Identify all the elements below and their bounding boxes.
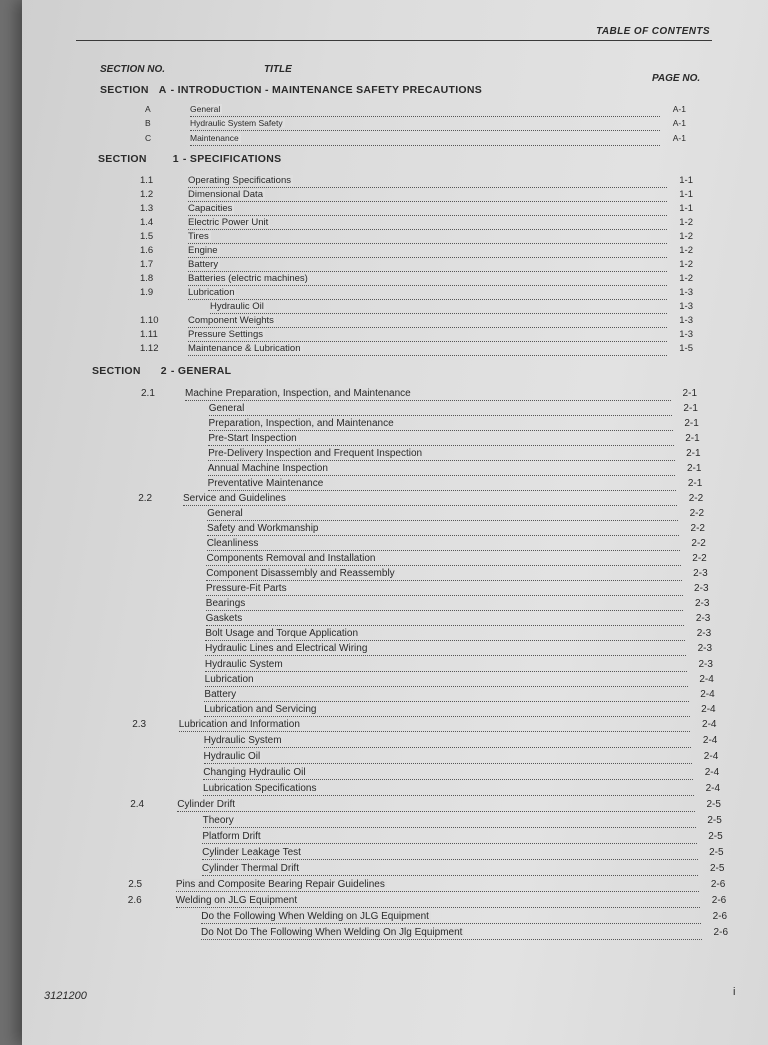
- toc-entry[interactable]: [0, 815, 768, 829]
- entry-title: General: [207, 508, 243, 519]
- dot-leader: [188, 231, 667, 244]
- entry-number: 1.2: [140, 189, 154, 200]
- entry-page: 2-2: [688, 493, 704, 504]
- entry-title: Service and Guidelines: [183, 493, 286, 504]
- dot-leader: [177, 799, 695, 812]
- toc-entry[interactable]: [0, 433, 768, 447]
- entry-title: Theory: [202, 815, 234, 826]
- toc-entry[interactable]: [0, 659, 768, 673]
- column-header-page-no: PAGE NO.: [652, 73, 701, 84]
- entry-page: 2-5: [706, 799, 721, 810]
- entry-title: Pressure-Fit Parts: [206, 583, 287, 594]
- entry-page: 2-6: [712, 911, 728, 922]
- dot-leader: [188, 287, 667, 300]
- toc-entry[interactable]: [0, 613, 768, 627]
- toc-entry[interactable]: [0, 448, 768, 462]
- toc-entry[interactable]: [0, 478, 768, 492]
- entry-title: Cylinder Drift: [177, 799, 236, 810]
- page-header-title: TABLE OF CONTENTS: [596, 26, 710, 37]
- page-number: i: [733, 986, 736, 998]
- entry-title: Battery: [204, 689, 237, 700]
- dot-leader: [204, 689, 688, 702]
- entry-title: Maintenance & Lubrication: [188, 343, 301, 354]
- entry-title: Hydraulic Oil: [203, 751, 261, 762]
- section-title: - GENERAL: [170, 365, 232, 377]
- section-label: SECTION: [100, 84, 149, 96]
- section-heading: [98, 153, 281, 165]
- toc-entry[interactable]: [0, 463, 768, 477]
- dot-leader: [188, 259, 667, 272]
- entry-title: Lubrication: [204, 674, 254, 685]
- dot-leader: [209, 403, 672, 416]
- toc-entry[interactable]: [0, 783, 768, 797]
- entry-page: 2-1: [684, 418, 699, 429]
- entry-title: Hydraulic System Safety: [190, 118, 283, 128]
- entry-title: Maintenance: [190, 133, 239, 143]
- entry-page: 2-3: [697, 643, 713, 654]
- column-header-title: TITLE: [264, 64, 292, 75]
- entry-title: Batteries (electric machines): [188, 273, 308, 284]
- entry-title: Bolt Usage and Torque Application: [205, 628, 359, 639]
- entry-number: 1.3: [140, 203, 154, 214]
- toc-entry[interactable]: [0, 231, 768, 245]
- entry-title: Platform Drift: [202, 831, 261, 842]
- entry-title: Pre-Delivery Inspection and Frequent Inspection: [208, 448, 423, 459]
- entry-page: 2-2: [692, 553, 707, 564]
- dot-leader: [190, 133, 660, 146]
- entry-page: A-1: [672, 104, 686, 114]
- toc-entry[interactable]: [0, 301, 768, 315]
- entry-page: 2-4: [702, 719, 717, 730]
- toc-entry[interactable]: [0, 175, 768, 189]
- toc-entry[interactable]: [0, 628, 768, 642]
- entry-page: 2-1: [683, 403, 698, 414]
- toc-entry[interactable]: [0, 598, 768, 612]
- toc-entry[interactable]: [0, 767, 768, 781]
- toc-entry[interactable]: [0, 863, 768, 877]
- toc-entry[interactable]: [0, 315, 768, 329]
- entry-title: Pressure Settings: [188, 329, 263, 340]
- entry-title: Bearings: [205, 598, 246, 609]
- toc-entry[interactable]: [0, 751, 768, 765]
- entry-title: Machine Preparation, Inspection, and Maintenance: [185, 388, 411, 399]
- entry-page: 1-3: [679, 329, 693, 340]
- entry-page: 2-6: [711, 895, 727, 906]
- entry-number: B: [145, 118, 151, 128]
- dot-leader: [206, 613, 685, 626]
- toc-entry[interactable]: [0, 523, 768, 537]
- entry-page: A-1: [672, 133, 686, 143]
- toc-entry[interactable]: [0, 388, 768, 402]
- entry-page: 2-2: [689, 508, 705, 519]
- entry-page: 1-5: [679, 343, 693, 354]
- toc-entry[interactable]: [0, 508, 768, 522]
- entry-page: 2-1: [687, 478, 703, 489]
- section-title: - SPECIFICATIONS: [182, 153, 282, 165]
- entry-title: General: [190, 104, 221, 114]
- entry-title: Annual Machine Inspection: [207, 463, 328, 474]
- entry-title: Dimensional Data: [188, 189, 263, 200]
- toc-entry[interactable]: [0, 189, 768, 203]
- entry-title: Hydraulic System: [204, 659, 283, 670]
- entry-title: Cylinder Leakage Test: [202, 847, 301, 858]
- entry-page: 1-2: [679, 217, 693, 228]
- dot-leader: [188, 203, 667, 216]
- entry-page: 1-2: [679, 245, 693, 256]
- dot-leader: [207, 508, 678, 521]
- toc-entry[interactable]: [0, 245, 768, 259]
- entry-number: 1.10: [140, 315, 159, 326]
- entry-page: 2-3: [696, 628, 712, 639]
- entry-page: 1-1: [679, 203, 693, 214]
- entry-number: 1.8: [140, 273, 154, 284]
- entry-page: 1-2: [679, 259, 693, 270]
- entry-title: General: [208, 403, 245, 414]
- entry-number: 2.5: [128, 879, 143, 890]
- entry-title: Component Disassembly and Reassembly: [206, 568, 395, 579]
- toc-entry[interactable]: [0, 538, 768, 552]
- entry-number: A: [145, 104, 151, 114]
- toc-entry[interactable]: [0, 847, 768, 861]
- entry-page: 2-3: [694, 598, 710, 609]
- entry-title: Safety and Workmanship: [206, 523, 319, 534]
- dot-leader: [190, 104, 660, 117]
- entry-title: Pins and Composite Bearing Repair Guidelines: [175, 879, 385, 890]
- entry-page: 2-2: [690, 523, 705, 534]
- entry-title: Gaskets: [205, 613, 243, 624]
- toc-entry[interactable]: [0, 583, 768, 597]
- entry-number: 2.3: [132, 719, 147, 730]
- entry-page: 2-5: [708, 831, 723, 842]
- toc-entry[interactable]: [0, 643, 768, 657]
- dot-leader: [203, 815, 696, 828]
- entry-number: 1.12: [140, 343, 159, 354]
- entry-title: Battery: [188, 259, 219, 270]
- dot-leader: [206, 598, 684, 611]
- entry-page: 1-3: [679, 315, 693, 326]
- entry-number: 2.2: [138, 493, 153, 504]
- entry-number: 1.1: [140, 175, 154, 186]
- entry-title: Capacities: [188, 203, 233, 214]
- entry-title: Hydraulic System: [203, 735, 282, 746]
- entry-title: Electric Power Unit: [188, 217, 269, 228]
- entry-title: Lubrication and Information: [178, 719, 300, 730]
- document-number: 3121200: [44, 990, 87, 1002]
- entry-number: 1.5: [140, 231, 154, 242]
- entry-title: Tires: [188, 231, 209, 242]
- entry-page: 2-1: [686, 448, 701, 459]
- entry-title: Pre-Start Inspection: [208, 433, 297, 444]
- entry-page: 2-3: [695, 613, 711, 624]
- entry-title: Lubrication Specifications: [203, 783, 317, 794]
- entry-title: Component Weights: [188, 315, 274, 326]
- toc-entry[interactable]: [0, 831, 768, 845]
- toc-entry[interactable]: [0, 553, 768, 567]
- entry-title: Preventative Maintenance: [207, 478, 324, 489]
- toc-entry[interactable]: [0, 704, 768, 718]
- entry-page: 2-4: [702, 735, 718, 746]
- entry-title: Welding on JLG Equipment: [175, 895, 298, 906]
- toc-entry[interactable]: [0, 719, 768, 733]
- entry-page: 1-2: [679, 273, 693, 284]
- section-label: SECTION: [92, 365, 141, 377]
- entry-page: 2-5: [710, 863, 725, 874]
- toc-entry[interactable]: [0, 735, 768, 749]
- section-title: - INTRODUCTION - MAINTENANCE SAFETY PRECAUTIONS: [170, 84, 483, 96]
- entry-title: Components Removal and Installation: [206, 553, 376, 564]
- entry-page: 2-1: [682, 388, 697, 399]
- entry-page: 1-1: [679, 189, 693, 200]
- entry-page: 1-1: [679, 175, 693, 186]
- section-number: A: [158, 84, 167, 96]
- toc-entry[interactable]: [0, 879, 768, 893]
- toc-entry[interactable]: [0, 418, 768, 432]
- entry-page: 2-6: [710, 879, 726, 890]
- entry-page: 2-4: [701, 704, 716, 715]
- entry-page: 2-3: [698, 659, 713, 670]
- toc-entry[interactable]: [0, 203, 768, 217]
- entry-number: 2.1: [141, 388, 155, 399]
- toc-entry[interactable]: [0, 799, 768, 813]
- entry-page: 2-6: [713, 927, 728, 938]
- entry-title: Hydraulic Oil: [210, 301, 264, 312]
- toc-entry[interactable]: [0, 674, 768, 688]
- section-number: 1: [172, 153, 179, 165]
- toc-entry[interactable]: [0, 927, 768, 941]
- entry-page: 2-5: [707, 815, 722, 826]
- entry-page: A-1: [672, 118, 686, 128]
- entry-page: 2-3: [694, 583, 709, 594]
- dot-leader: [210, 301, 667, 314]
- entry-title: Hydraulic Lines and Electrical Wiring: [205, 643, 368, 654]
- dot-leader: [207, 538, 680, 551]
- toc-entry[interactable]: [0, 217, 768, 231]
- dot-leader: [205, 674, 688, 687]
- section-number: 2: [160, 365, 167, 377]
- entry-page: 2-5: [709, 847, 724, 858]
- entry-number: 1.4: [140, 217, 154, 228]
- column-header-section-no: SECTION NO.: [100, 64, 166, 75]
- entry-page: 1-2: [679, 231, 693, 242]
- entry-number: 2.4: [130, 799, 145, 810]
- entry-page: 1-3: [679, 287, 693, 298]
- entry-page: 1-3: [679, 301, 693, 312]
- entry-title: Cleanliness: [206, 538, 259, 549]
- entry-page: 2-4: [700, 689, 715, 700]
- toc-entry[interactable]: [0, 104, 768, 118]
- toc-entry[interactable]: [0, 343, 768, 357]
- section-label: SECTION: [98, 153, 147, 165]
- entry-title: Preparation, Inspection, and Maintenance: [208, 418, 394, 429]
- entry-page: 2-4: [705, 783, 721, 794]
- section-heading: [100, 84, 482, 96]
- toc-entry[interactable]: [0, 259, 768, 273]
- entry-title: Lubrication: [188, 287, 235, 298]
- dot-leader: [202, 831, 696, 844]
- entry-number: 1.9: [140, 287, 154, 298]
- toc-entry[interactable]: [0, 895, 768, 909]
- entry-number: 1.6: [140, 245, 154, 256]
- entry-page: 2-1: [685, 433, 700, 444]
- toc-entry[interactable]: [0, 568, 768, 582]
- entry-title: Cylinder Thermal Drift: [201, 863, 299, 874]
- entry-title: Do the Following When Welding on JLG Equipment: [201, 911, 429, 922]
- toc-entry[interactable]: [0, 403, 768, 417]
- entry-title: Operating Specifications: [188, 175, 291, 186]
- entry-title: Engine: [188, 245, 218, 256]
- toc-entry[interactable]: [0, 493, 768, 507]
- entry-number: C: [145, 133, 152, 143]
- toc-entry[interactable]: [0, 118, 768, 132]
- entry-title: Lubrication and Servicing: [204, 704, 317, 715]
- entry-number: 1.11: [140, 329, 158, 340]
- header-rule: [76, 40, 712, 41]
- entry-page: 2-4: [703, 751, 719, 762]
- entry-number: 2.6: [127, 895, 142, 906]
- entry-title: Changing Hydraulic Oil: [203, 767, 306, 778]
- entry-number: 1.7: [140, 259, 154, 270]
- toc-entry[interactable]: [0, 689, 768, 703]
- dot-leader: [204, 751, 693, 764]
- toc-entry[interactable]: [0, 133, 768, 147]
- entry-page: 2-3: [693, 568, 708, 579]
- entry-page: 2-4: [704, 767, 720, 778]
- entry-page: 2-4: [699, 674, 714, 685]
- entry-page: 2-1: [686, 463, 702, 474]
- toc-entry[interactable]: [0, 287, 768, 301]
- section-heading: [92, 365, 231, 377]
- entry-page: 2-2: [691, 538, 706, 549]
- toc-entry[interactable]: [0, 911, 768, 925]
- dot-leader: [188, 245, 667, 258]
- entry-title: Do Not Do The Following When Welding On Jlg Equipment: [201, 927, 463, 938]
- toc-entry[interactable]: [0, 329, 768, 343]
- toc-entry[interactable]: [0, 273, 768, 287]
